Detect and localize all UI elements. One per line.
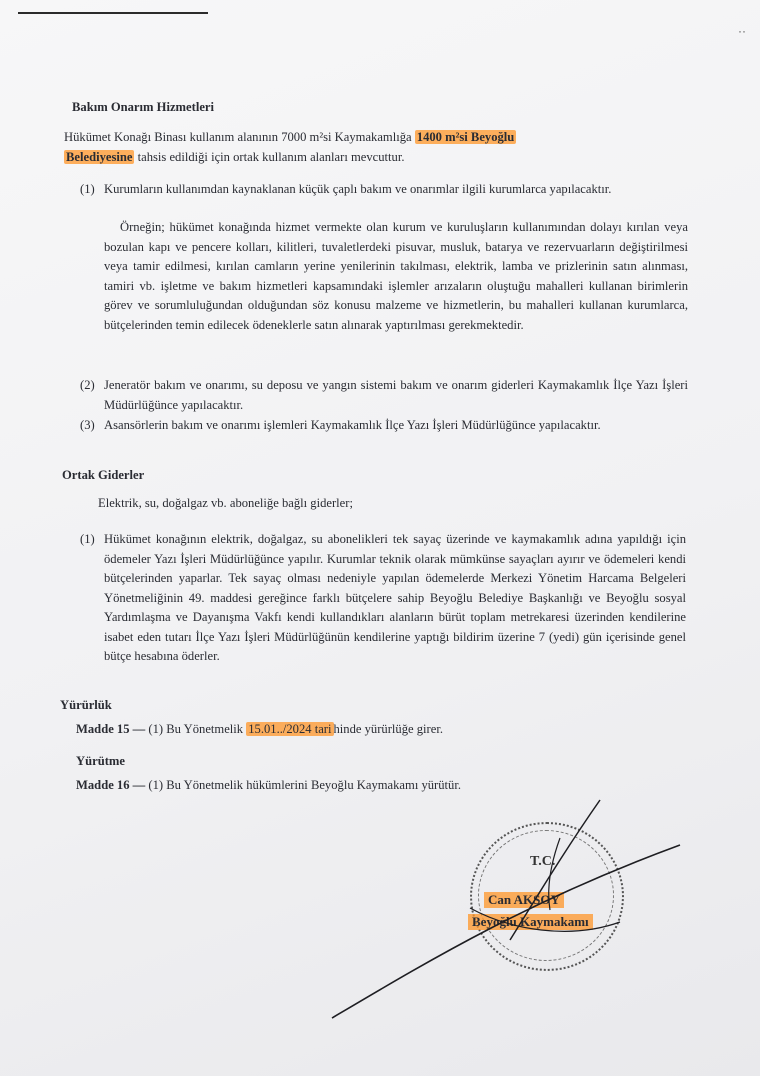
section-title-bakim: Bakım Onarım Hizmetleri <box>72 100 214 114</box>
list-item-2 <box>80 376 688 415</box>
list-item-1 <box>80 180 688 200</box>
list-item-text: Asansörlerin bakım ve onarımı işlemleri Kaymakamlık İlçe Yazı İşleri Müdürlüğünce yapılacaktır. <box>104 418 601 432</box>
ortak-intro: Elektrik, su, doğalgaz vb. aboneliğe bağlı giderler; <box>98 496 353 510</box>
intro-highlight-2: Belediyesine <box>66 149 133 164</box>
madde-15 <box>76 720 443 740</box>
stamp-name: Can AKSOY <box>484 892 564 908</box>
corner-mark: ·· <box>738 24 746 38</box>
signature-strokes <box>320 790 700 1030</box>
example-paragraph: Örneğin; hükümet konağında hizmet vermekte olan kurum ve kuruluşların kullanımından dolayı kırılan veya bozulan kapı ve pencere kolları, kilitleri, tuvaletlerdeki pisuvar, musluk, batarya ve rezervuarların değiştirilmesi veya tamir edilmesi, kırılan camların yerine yenilerinin takılması, elektrik, lamba ve prizlerinin satın alınması, tamiri vb. işletme ve bakım hizmetleri kapsamındaki işlemler arızaların oluştuğu mahalleri kullanan birimlerin görev ve sorumluluğundan olduğundan söz konusu malzeme ve hizmetlerin, bu mahalleri kullanan kurumlarca, bütçelerinden temin edilecek ödeneklerle satın alınarak yaptırılması gerekmektedir. <box>104 220 688 332</box>
madde-15-date: 15.01../2024 tari <box>248 722 332 736</box>
madde-15-label: Madde 15 — <box>76 722 146 736</box>
madde-15-post: hinde yürürlüğe girer. <box>333 722 443 736</box>
list-item-3 <box>80 416 688 436</box>
section-title-yururluk: Yürürlük <box>60 698 112 712</box>
list-item-text: Hükümet konağının elektrik, doğalgaz, su abonelikleri tek sayaç üzerinde ve kaymakamlık adına yapıldığı için ödemeler Yazı İşleri Müdürlüğünce yapılır. Kurumlar teknik olarak mümkünse sayaçları ayırır ve ödemeleri kendi bütçelerinden yaparlar. Tek sayaç olması nedeniyle yapılan ödemelerde Merkezi Yönetim Harcama Belgeleri Yönetmeliğinin 49. maddesi gereğince farklı bütçelere sahip Beyoğlu Belediye Başkanlığı ve Beyoğlu sosyal Yardımlaşma ve Dayanışma Vakfı kendi kullandıkları alanların bürüt toplam metrekaresi üzerinden kendilerine isabet eden tutarı İlçe Yazı İşleri Müdürlüğünün kendilerine yaptığı bildirim üzerine 7 (yedi) gün içerisinde genel bütçe hesabına öderler. <box>104 532 686 663</box>
stamp-tc: T.C. <box>530 854 556 869</box>
section-title-yurutme: Yürütme <box>76 754 125 768</box>
intro-paragraph <box>64 128 688 167</box>
list-item-number: (1) <box>80 182 95 196</box>
list-item-number: (2) <box>80 378 95 392</box>
list-item-number: (1) <box>80 532 95 546</box>
intro-text-1: Hükümet Konağı Binası kullanım alanının 7000 m²si Kaymakamlığa <box>64 130 412 144</box>
madde-16-text: (1) Bu Yönetmelik hükümlerini Beyoğlu Kaymakamı yürütür. <box>148 778 461 792</box>
madde-16-label: Madde 16 — <box>76 778 146 792</box>
madde-15-pre: (1) Bu Yönetmelik <box>148 722 244 736</box>
list-item-text: Kurumların kullanımdan kaynaklanan küçük çaplı bakım ve onarımlar ilgili kurumlarca yapılacaktır. <box>104 182 612 196</box>
list-item-number: (3) <box>80 418 95 432</box>
intro-highlight-1: 1400 m²si Beyoğlu <box>416 130 515 144</box>
stamp-title: Beyoğlu Kaymakamı <box>468 914 593 930</box>
top-rule <box>18 12 208 14</box>
intro-text-2: tahsis edildiği için ortak kullanım alanları mevcuttur. <box>137 149 405 164</box>
ortak-list-item-1 <box>80 530 686 667</box>
section-title-ortak: Ortak Giderler <box>62 468 145 482</box>
list-item-text: Jeneratör bakım ve onarımı, su deposu ve yangın sistemi bakım ve onarım giderleri Kaymakamlık İlçe Yazı İşleri Müdürlüğünce yapılacaktır. <box>104 378 688 412</box>
